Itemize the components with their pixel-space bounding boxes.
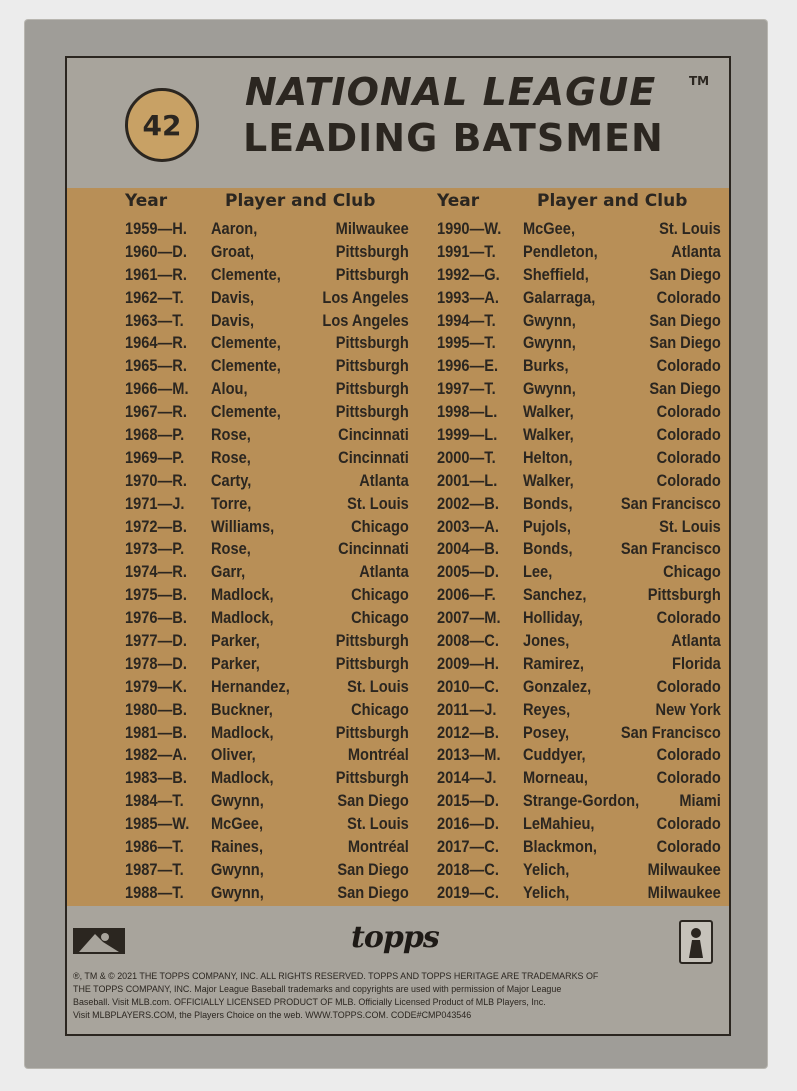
row-player-name: Garr,	[211, 562, 246, 582]
row-year: 1986	[125, 837, 158, 857]
row-year: 2017	[437, 837, 470, 857]
row-player-name: Clemente,	[211, 356, 281, 376]
row-year: 1969	[125, 447, 158, 467]
row-player-name: Madlock,	[211, 768, 274, 788]
col-header-year-right: Year	[437, 191, 480, 211]
row-initial: —T.	[157, 287, 184, 307]
row-initial: —B.	[469, 493, 499, 513]
row-initial: —R.	[157, 402, 187, 422]
row-initial: —B.	[157, 608, 187, 628]
row-year: 1968	[125, 425, 158, 445]
row-player-name: Gwynn,	[523, 310, 576, 330]
row-player-name: Rose,	[211, 425, 251, 445]
row-year: 1992	[437, 264, 470, 284]
row-year: 2001	[437, 470, 470, 490]
row-player-name: Holliday,	[523, 608, 583, 628]
row-player-name: Ramirez,	[523, 653, 584, 673]
row-player-name: Buckner,	[211, 699, 273, 719]
row-club: Chicago	[663, 562, 721, 582]
row-year: 2016	[437, 814, 470, 834]
row-club: Miami	[679, 791, 721, 811]
row-initial: —M.	[469, 608, 501, 628]
row-year: 1976	[125, 608, 158, 628]
row-player-name: Helton,	[523, 447, 573, 467]
row-club: St. Louis	[659, 516, 721, 536]
row-year: 1961	[125, 264, 158, 284]
row-initial: —T.	[469, 333, 496, 353]
trademark-mark: TM	[689, 74, 710, 88]
row-club: Pittsburgh	[647, 585, 721, 605]
row-club: Cincinnati	[338, 447, 409, 467]
row-year: 2009	[437, 653, 470, 673]
row-initial: —L.	[469, 402, 498, 422]
card-number-badge: 42	[125, 88, 199, 162]
row-year: 1994	[437, 310, 470, 330]
row-club: New York	[655, 699, 721, 719]
row-club: Atlanta	[671, 631, 721, 651]
row-club: Pittsburgh	[335, 333, 409, 353]
row-club: Pittsburgh	[335, 402, 409, 422]
row-player-name: Clemente,	[211, 264, 281, 284]
row-year: 2014	[437, 768, 470, 788]
row-player-name: Strange-Gordon,	[523, 791, 640, 811]
batsmen-table	[67, 188, 729, 906]
row-club: Cincinnati	[338, 425, 409, 445]
row-year: 1987	[125, 859, 158, 879]
row-club: Atlanta	[671, 241, 721, 261]
row-year: 1963	[125, 310, 158, 330]
row-initial: —T.	[157, 791, 184, 811]
row-year: 1995	[437, 333, 470, 353]
row-initial: —R.	[157, 264, 187, 284]
row-initial: —B.	[157, 722, 187, 742]
row-initial: —G.	[469, 264, 500, 284]
row-initial: —A.	[469, 516, 499, 536]
row-initial: —C.	[469, 676, 499, 696]
row-club: Florida	[672, 653, 721, 673]
row-initial: —W.	[157, 814, 190, 834]
row-player-name: Madlock,	[211, 722, 274, 742]
row-year: 1974	[125, 562, 158, 582]
row-club: Colorado	[656, 768, 721, 788]
row-year: 2011	[437, 699, 469, 719]
row-year: 1960	[125, 241, 158, 261]
row-club: Los Angeles	[322, 310, 409, 330]
row-player-name: Raines,	[211, 837, 264, 857]
row-club: San Diego	[337, 791, 409, 811]
title-category: LEADING BATSMEN	[243, 116, 664, 160]
row-club: San Francisco	[620, 539, 721, 559]
row-player-name: Davis,	[211, 310, 255, 330]
row-year: 2003	[437, 516, 470, 536]
row-club: Colorado	[656, 470, 721, 490]
row-initial: —J.	[469, 768, 497, 788]
row-year: 2018	[437, 859, 470, 879]
row-initial: —T.	[469, 310, 496, 330]
row-club: Chicago	[351, 608, 409, 628]
row-year: 1970	[125, 470, 158, 490]
row-initial: —T.	[469, 379, 496, 399]
row-initial: —K.	[157, 676, 187, 696]
row-initial: —C.	[469, 837, 499, 857]
row-club: Chicago	[351, 516, 409, 536]
row-player-name: Davis,	[211, 287, 255, 307]
row-player-name: Clemente,	[211, 333, 281, 353]
row-player-name: Sheffield,	[523, 264, 589, 284]
row-club: Colorado	[656, 745, 721, 765]
row-initial: —A.	[157, 745, 187, 765]
row-club: Milwaukee	[647, 882, 721, 902]
row-player-name: Clemente,	[211, 402, 281, 422]
row-year: 2000	[437, 447, 470, 467]
row-year: 2012	[437, 722, 470, 742]
row-club: Pittsburgh	[335, 631, 409, 651]
row-year: 1984	[125, 791, 158, 811]
col-header-year-left: Year	[125, 191, 168, 211]
row-initial: —C.	[469, 882, 499, 902]
row-player-name: Sanchez,	[523, 585, 587, 605]
row-club: Pittsburgh	[335, 653, 409, 673]
row-initial: —P.	[157, 539, 185, 559]
row-club: San Francisco	[620, 493, 721, 513]
row-club: Los Angeles	[322, 287, 409, 307]
row-player-name: Gwynn,	[211, 859, 264, 879]
row-year: 1990	[437, 219, 470, 238]
row-player-name: Walker,	[523, 402, 574, 422]
row-initial: —J.	[469, 699, 497, 719]
row-club: Pittsburgh	[335, 379, 409, 399]
row-year: 2019	[437, 882, 470, 902]
row-initial: —T.	[157, 882, 184, 902]
card-frame	[65, 56, 731, 1036]
row-club: Chicago	[351, 585, 409, 605]
col-header-player-right: Player and Club	[537, 191, 688, 211]
row-initial: —E.	[469, 356, 499, 376]
row-year: 2004	[437, 539, 470, 559]
row-year: 1985	[125, 814, 158, 834]
row-initial: —B.	[469, 539, 499, 559]
row-club: Cincinnati	[338, 539, 409, 559]
row-player-name: Lee,	[523, 562, 553, 582]
row-player-name: LeMahieu,	[523, 814, 595, 834]
row-player-name: Yelich,	[523, 882, 570, 902]
row-year: 1991	[437, 241, 470, 261]
row-player-name: Madlock,	[211, 585, 274, 605]
row-year: 1966	[125, 379, 158, 399]
row-year: 1998	[437, 402, 470, 422]
legal-line: THE TOPPS COMPANY, INC. Major League Baseball trademarks and copyrights are used with permission of Major League	[73, 984, 562, 995]
row-club: Colorado	[656, 837, 721, 857]
row-year: 1980	[125, 699, 158, 719]
legal-line: Visit MLBPLAYERS.COM, the Players Choice on the web. WWW.TOPPS.COM. CODE#CMP043546	[73, 1010, 472, 1021]
row-club: St. Louis	[347, 814, 409, 834]
row-club: San Diego	[649, 310, 721, 330]
row-club: San Francisco	[620, 722, 721, 742]
row-player-name: Burks,	[523, 356, 569, 376]
row-initial: —P.	[157, 425, 185, 445]
row-year: 1959	[125, 219, 158, 238]
row-club: Colorado	[656, 356, 721, 376]
row-year: 2002	[437, 493, 470, 513]
row-initial: —H.	[469, 653, 499, 673]
row-club: Colorado	[656, 814, 721, 834]
title-league: NATIONAL LEAGUE	[245, 70, 657, 114]
row-player-name: Torre,	[211, 493, 252, 513]
row-year: 1967	[125, 402, 158, 422]
row-initial: —T.	[469, 241, 496, 261]
row-year: 1962	[125, 287, 158, 307]
row-year: 1981	[125, 722, 158, 742]
row-year: 1996	[437, 356, 470, 376]
row-year: 1972	[125, 516, 158, 536]
row-club: St. Louis	[347, 493, 409, 513]
row-initial: —T.	[157, 859, 184, 879]
row-club: Colorado	[656, 676, 721, 696]
row-player-name: Bonds,	[523, 493, 573, 513]
row-year: 1964	[125, 333, 158, 353]
card-footer	[67, 906, 729, 1034]
row-year: 1993	[437, 287, 470, 307]
mlb-players-logo-icon	[679, 920, 713, 964]
row-player-name: Galarraga,	[523, 287, 596, 307]
row-year: 1983	[125, 768, 158, 788]
row-initial: —L.	[469, 425, 498, 445]
row-club: Pittsburgh	[335, 241, 409, 261]
row-initial: —T.	[157, 310, 184, 330]
row-club: Pittsburgh	[335, 356, 409, 376]
row-player-name: Posey,	[523, 722, 570, 742]
row-club: Chicago	[351, 699, 409, 719]
row-player-name: Gwynn,	[523, 333, 576, 353]
row-player-name: Gwynn,	[523, 379, 576, 399]
row-club: Milwaukee	[335, 219, 409, 238]
row-initial: —R.	[157, 562, 187, 582]
card-back	[25, 20, 767, 1068]
row-club: Milwaukee	[647, 859, 721, 879]
row-player-name: Rose,	[211, 539, 251, 559]
row-initial: —M.	[469, 745, 501, 765]
row-initial: —R.	[157, 333, 187, 353]
row-club: Colorado	[656, 608, 721, 628]
row-year: 2015	[437, 791, 470, 811]
row-player-name: Groat,	[211, 241, 255, 261]
row-year: 1979	[125, 676, 158, 696]
row-year: 1982	[125, 745, 158, 765]
row-year: 2006	[437, 585, 470, 605]
row-initial: —D.	[157, 631, 187, 651]
row-player-name: Reyes,	[523, 699, 571, 719]
row-initial: —C.	[469, 859, 499, 879]
row-initial: —D.	[469, 562, 499, 582]
row-year: 1973	[125, 539, 158, 559]
row-club: St. Louis	[659, 219, 721, 238]
row-club: Colorado	[656, 425, 721, 445]
row-club: Montréal	[347, 837, 409, 857]
row-initial: —C.	[469, 631, 499, 651]
row-initial: —D.	[469, 814, 499, 834]
row-initial: —R.	[157, 356, 187, 376]
row-initial: —A.	[469, 287, 499, 307]
row-player-name: Carty,	[211, 470, 252, 490]
row-year: 2008	[437, 631, 470, 651]
row-initial: —T.	[157, 837, 184, 857]
col-header-player-left: Player and Club	[225, 191, 376, 211]
row-player-name: Madlock,	[211, 608, 274, 628]
row-player-name: Morneau,	[523, 768, 588, 788]
row-player-name: Yelich,	[523, 859, 570, 879]
row-year: 1971	[125, 493, 158, 513]
row-year: 2010	[437, 676, 470, 696]
row-initial: —B.	[157, 585, 187, 605]
mlb-logo-icon	[73, 928, 125, 954]
row-club: Pittsburgh	[335, 264, 409, 284]
row-club: San Diego	[649, 333, 721, 353]
row-player-name: McGee,	[523, 219, 576, 238]
row-initial: —T.	[469, 447, 496, 467]
row-club: San Diego	[337, 882, 409, 902]
row-initial: —B.	[157, 699, 187, 719]
row-club: San Diego	[649, 379, 721, 399]
row-player-name: Oliver,	[211, 745, 256, 765]
row-year: 1978	[125, 653, 158, 673]
row-player-name: Gonzalez,	[523, 676, 592, 696]
row-player-name: Blackmon,	[523, 837, 597, 857]
row-year: 1975	[125, 585, 158, 605]
row-club: Pittsburgh	[335, 768, 409, 788]
row-player-name: Walker,	[523, 470, 574, 490]
row-player-name: Parker,	[211, 631, 260, 651]
row-initial: —D.	[157, 653, 187, 673]
row-initial: —P.	[157, 447, 185, 467]
row-club: San Diego	[649, 264, 721, 284]
row-initial: —L.	[469, 470, 498, 490]
topps-logo: topps	[351, 920, 439, 955]
row-initial: —D.	[469, 791, 499, 811]
row-year: 1965	[125, 356, 158, 376]
row-year: 1977	[125, 631, 158, 651]
row-year: 1999	[437, 425, 470, 445]
row-initial: —R.	[157, 470, 187, 490]
row-player-name: Alou,	[211, 379, 248, 399]
row-year: 1988	[125, 882, 158, 902]
row-player-name: Rose,	[211, 447, 251, 467]
legal-line: ®, TM & © 2021 THE TOPPS COMPANY, INC. ALL RIGHTS RESERVED. TOPPS AND TOPPS HERITAGE ARE TRADEMARKS OF	[73, 971, 599, 982]
row-club: Montréal	[347, 745, 409, 765]
row-initial: —H.	[157, 219, 187, 238]
row-club: Colorado	[656, 287, 721, 307]
row-player-name: Pendleton,	[523, 241, 598, 261]
legal-text	[73, 970, 678, 1022]
row-initial: —J.	[157, 493, 185, 513]
row-initial: —B.	[157, 768, 187, 788]
row-player-name: Walker,	[523, 425, 574, 445]
row-initial: —B.	[469, 722, 499, 742]
row-year: 2007	[437, 608, 470, 628]
row-player-name: Gwynn,	[211, 882, 264, 902]
row-player-name: McGee,	[211, 814, 264, 834]
row-player-name: Aaron,	[211, 219, 258, 238]
row-player-name: Pujols,	[523, 516, 571, 536]
legal-line: Baseball. Visit MLB.com. OFFICIALLY LICENSED PRODUCT OF MLB. Officially Licensed Product of MLB Players, Inc.	[73, 997, 546, 1008]
row-club: Colorado	[656, 447, 721, 467]
row-year: 1997	[437, 379, 470, 399]
row-club: San Diego	[337, 859, 409, 879]
row-initial: —W.	[469, 219, 502, 238]
row-initial: —D.	[157, 241, 187, 261]
row-player-name: Parker,	[211, 653, 260, 673]
row-player-name: Gwynn,	[211, 791, 264, 811]
row-year: 2005	[437, 562, 470, 582]
card-header	[67, 58, 729, 188]
row-club: Colorado	[656, 402, 721, 422]
row-year: 2013	[437, 745, 470, 765]
row-club: Pittsburgh	[335, 722, 409, 742]
row-club: Atlanta	[359, 562, 409, 582]
row-player-name: Bonds,	[523, 539, 573, 559]
row-player-name: Jones,	[523, 631, 570, 651]
row-player-name: Williams,	[211, 516, 275, 536]
row-initial: —F.	[469, 585, 496, 605]
row-initial: —M.	[157, 379, 189, 399]
row-club: St. Louis	[347, 676, 409, 696]
row-initial: —B.	[157, 516, 187, 536]
row-player-name: Cuddyer,	[523, 745, 586, 765]
row-club: Atlanta	[359, 470, 409, 490]
row-player-name: Hernandez,	[211, 676, 290, 696]
